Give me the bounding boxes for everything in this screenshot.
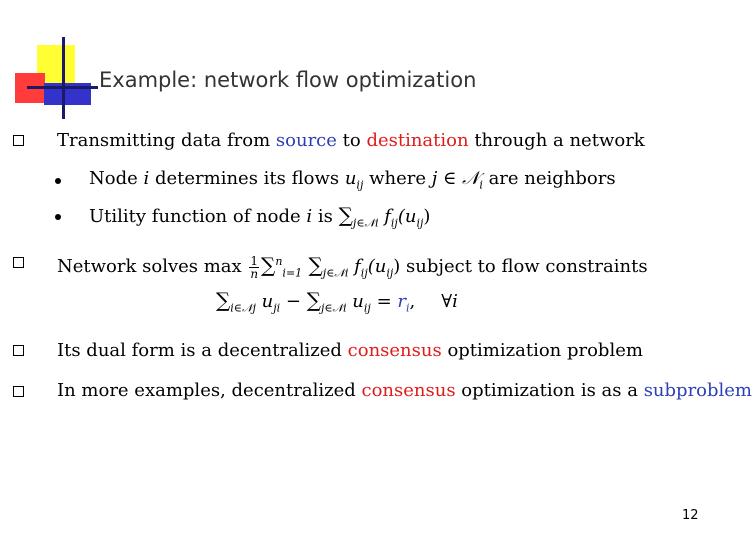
text-segment: is [312, 206, 339, 227]
math-sum: ∑ [216, 288, 231, 312]
math-sum: ∑ [338, 203, 353, 227]
logo-horizontal-line [27, 86, 98, 89]
math-f: f [378, 206, 391, 227]
sub-bullet-dot-icon [55, 214, 61, 220]
math-subscript: ij [416, 216, 424, 230]
math-j-in-N: j ∈ 𝒩 [431, 168, 480, 189]
bullet-box-icon [13, 257, 24, 268]
text-segment: optimization problem [441, 340, 643, 361]
math-subscript: j∈𝒩i [320, 301, 347, 315]
math-u: u [346, 291, 364, 312]
math-subscript: ij [386, 266, 394, 280]
text-segment: optimization is as a [455, 380, 644, 401]
math-r: r [397, 291, 406, 312]
page-number: 12 [682, 508, 699, 523]
math-subscript: i∈𝒩j [230, 301, 256, 315]
math-comma: , [409, 291, 416, 312]
math-subscript: i [479, 178, 483, 192]
text-segment: to [336, 130, 367, 151]
text-segment: Utility function of node [89, 206, 307, 227]
fraction-numerator: 1 [250, 253, 259, 268]
math-subscript: ij [360, 266, 368, 280]
sub-bullet-utility [89, 204, 430, 235]
math-subscript: j∈𝒩i [322, 266, 349, 280]
bullet-box-icon [13, 345, 24, 356]
fraction-denominator: n [250, 266, 259, 281]
math-subscript: i=1 [282, 266, 303, 280]
sub-bullet-dot-icon [55, 178, 61, 184]
bullet-box-icon [13, 386, 24, 397]
text-segment: where [363, 168, 432, 189]
text-segment: are neighbors [482, 168, 616, 189]
bullet-dual-form [57, 340, 643, 362]
text-segment: Its dual form is a decentralized [57, 340, 348, 361]
math-sum: ∑ [261, 253, 276, 277]
math-u: u [255, 291, 274, 312]
math-equals: = [370, 291, 398, 312]
math-u: u [344, 168, 357, 189]
flow-constraint-equation [216, 289, 458, 320]
math-paren: ) [393, 256, 401, 277]
math-forall: ∀i [441, 291, 458, 312]
math-f: f [348, 256, 361, 277]
consensus-highlight: consensus [361, 380, 456, 401]
bullet-box-icon [13, 135, 24, 146]
math-i: i [143, 168, 150, 189]
math-fraction [249, 255, 259, 280]
subproblem-highlight: subproblem [643, 380, 752, 401]
text-segment: through a network [468, 130, 645, 151]
math-subscript: j∈𝒩i [352, 216, 379, 230]
math-subscript: ji [273, 301, 281, 315]
text-segment: determines its flows [149, 168, 345, 189]
logo-vertical-line [62, 37, 65, 119]
bullet-transmitting [57, 130, 645, 152]
text-segment: Network solves max [57, 256, 248, 277]
math-paren: ) [423, 206, 431, 227]
math-minus: − [280, 291, 307, 312]
math-arg: (u [367, 256, 387, 277]
math-sum: ∑ [302, 253, 323, 277]
text-segment: Node [89, 168, 144, 189]
source-highlight: source [275, 130, 337, 151]
bullet-more-examples [57, 380, 752, 402]
math-i: i [306, 206, 313, 227]
math-subscript: ij [363, 301, 371, 315]
slide-title: Example: network flow optimization [99, 68, 477, 92]
bullet-network-solves [57, 251, 648, 285]
destination-highlight: destination [366, 130, 469, 151]
text-segment: subject to flow constraints [400, 256, 648, 277]
math-subscript: i [405, 301, 410, 315]
math-sum: ∑ [306, 288, 321, 312]
text-segment: Transmitting data from [57, 130, 276, 151]
math-arg: (u [397, 206, 417, 227]
consensus-highlight: consensus [347, 340, 442, 361]
text-segment: In more examples, decentralized [57, 380, 362, 401]
math-subscript: ij [356, 178, 364, 192]
math-subscript: ij [390, 216, 398, 230]
math-superscript: n [275, 255, 283, 268]
sub-bullet-node-flows [89, 168, 616, 197]
